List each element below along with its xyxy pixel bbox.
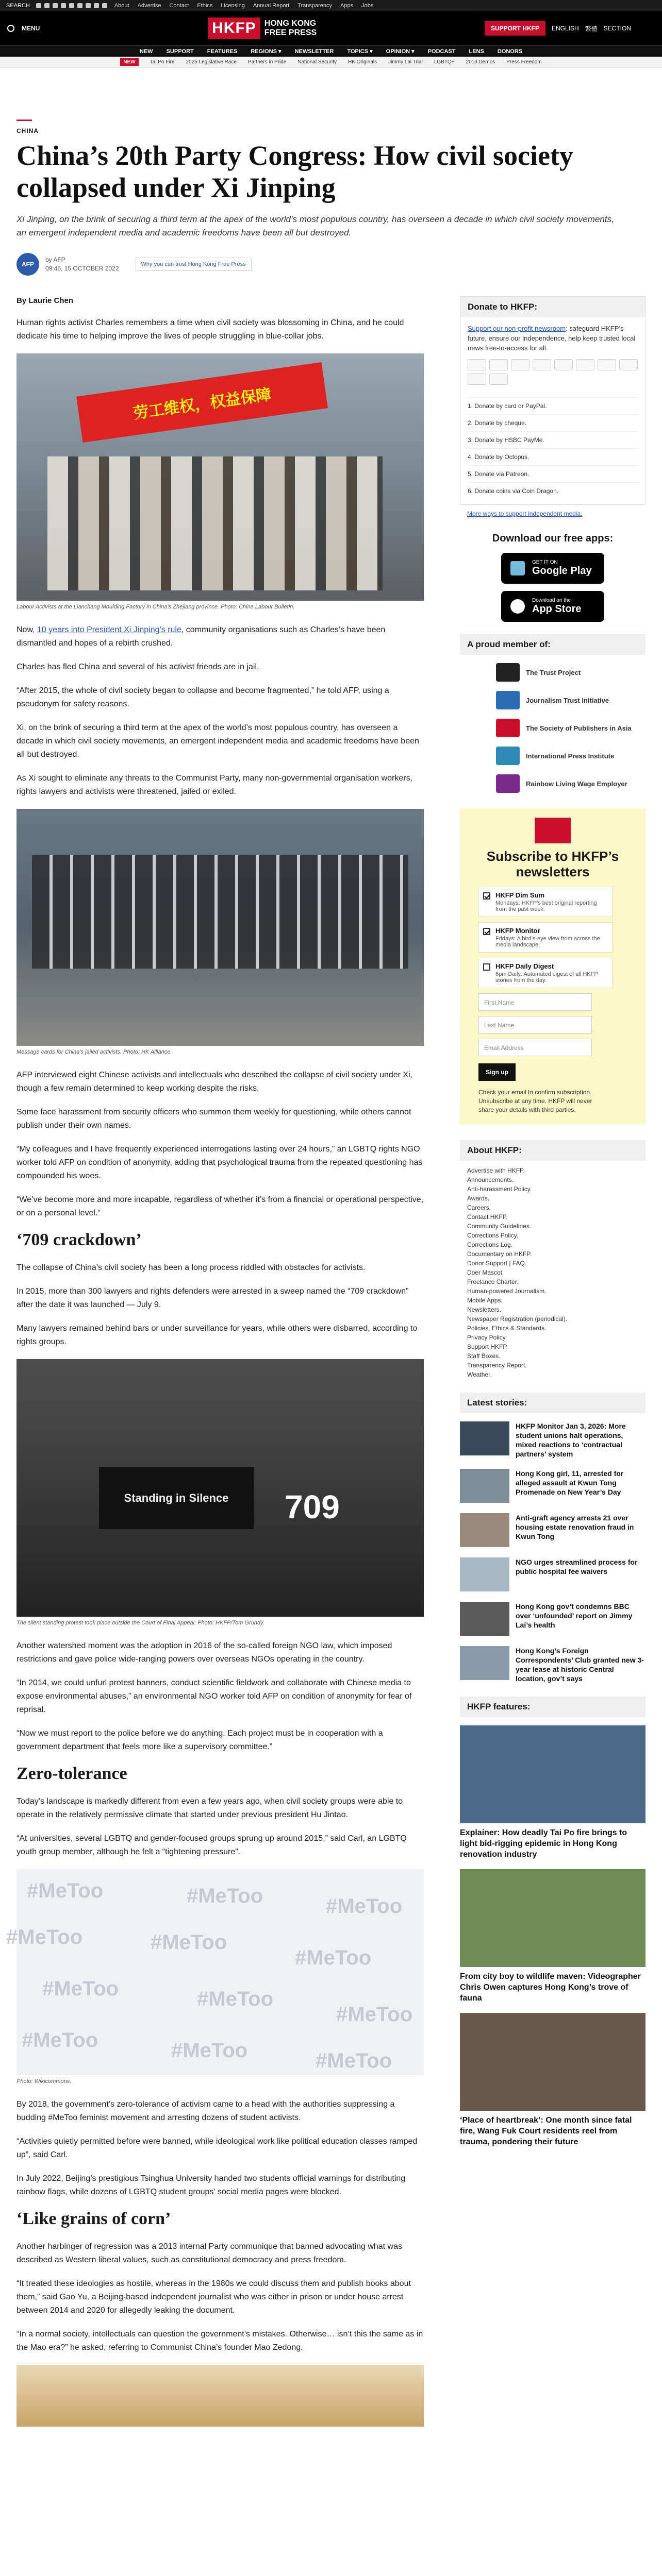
article-photo — [16, 1359, 424, 1617]
paragraph: As Xi sought to eliminate any threats to the Communist Party, many non-governmental organisation workers, rights lawyers and activists were threatened, jailed or exiled. — [16, 774, 413, 796]
photo-caption: Photo: Wikicommons. — [16, 2078, 72, 2084]
article-photo — [16, 353, 424, 601]
donate-option[interactable]: 3. Donate by HSBC PayMe. — [468, 431, 638, 448]
top-utility-bar — [0, 0, 662, 11]
top-link[interactable]: About — [114, 3, 129, 9]
nav-item[interactable]: REGIONS ▾ — [251, 48, 282, 55]
protest-709: 709 — [285, 1488, 340, 1526]
latest-title: Latest stories: — [460, 1393, 646, 1413]
about-link[interactable]: Freelance Charter. — [467, 1278, 519, 1285]
payme-icon — [554, 359, 573, 370]
nav-item[interactable]: LENS — [469, 48, 484, 55]
newsletter-name: HKFP Daily Digest — [495, 962, 554, 970]
donate-widget — [460, 296, 646, 505]
newsletter-option[interactable] — [478, 958, 613, 988]
story-headline[interactable]: Anti-graft agency arrests 21 over housing estate renovation fraud in Kwun Tong — [516, 1514, 634, 1540]
main-navigation — [0, 45, 662, 57]
youtube-icon[interactable] — [69, 3, 74, 8]
photo-cards — [32, 855, 408, 969]
donate-option[interactable]: 5. Donate via Patreon. — [468, 465, 638, 482]
feature-stories — [460, 1725, 646, 2147]
nav-item[interactable]: NEW — [139, 48, 153, 55]
nav-item[interactable]: DONORS — [497, 48, 523, 55]
xi-rule-link[interactable]: 10 years into President Xi Jinping’s rule — [37, 625, 181, 634]
trending-link[interactable]: 2025 Legislative Race — [186, 59, 237, 65]
section-heading: ‘Like grains of corn’ — [16, 2209, 171, 2228]
instagram-icon[interactable] — [53, 3, 58, 8]
trust-link[interactable]: Why you can trust Hong Kong Free Press — [136, 258, 252, 271]
article-photo — [16, 2365, 424, 2427]
paragraph: AFP interviewed eight Chinese activists and intellectuals who described the collapse of civil society under Xi, though a few remain determined to keep working despite the risks. — [16, 1071, 413, 1093]
mastercard-icon — [468, 359, 486, 370]
paragraph: Charles has fled China and several of his activist friends are in jail. — [16, 663, 259, 671]
newsletter-option[interactable] — [478, 887, 613, 917]
member-mark — [496, 774, 520, 793]
photo-people — [47, 456, 383, 590]
section-heading: Zero-tolerance — [16, 1764, 127, 1783]
newsletter-note: Check your email to confirm subscription. Unsubscribe at any time. HKFP will never share your details with third parties. — [478, 1089, 592, 1113]
nav-item[interactable]: NEWSLETTER — [294, 48, 334, 55]
story-headline[interactable]: NGO urges streamlined process for public hospital fee waivers — [516, 1558, 638, 1575]
metoo-text: #MeToo — [171, 2039, 248, 2062]
threads-icon[interactable] — [61, 3, 66, 8]
byline-author[interactable]: by AFP — [45, 256, 65, 263]
paragraph: In July 2022, Beijing’s prestigious Tsinghua University handed two students official warnings for distributing rainbow flags, while dozens of LGBTQ student groups’ social media pages were blocked. — [16, 2174, 406, 2196]
member-logo[interactable] — [496, 774, 646, 793]
donate-option[interactable]: 1. Donate by card or PayPal. — [468, 397, 638, 414]
feature-headline[interactable]: Explainer: How deadly Tai Po fire brings to light bid-rigging epidemic in Hong Kong renovation industry — [460, 1828, 627, 1859]
member-logos — [460, 663, 646, 793]
byline — [16, 253, 646, 276]
paragraph: Many lawyers remained behind bars or under surveillance for years, while others were disbarred, according to rights groups. — [16, 1324, 418, 1346]
paragraph: “Now we must report to the police before we do anything. Each project must be in cooperation with a government department that feels more like a supervisory committee.” — [16, 1729, 383, 1751]
first-name-input[interactable]: First Name — [478, 993, 592, 1011]
payment-icons — [468, 359, 638, 385]
donate-link[interactable]: Support our non-profit newsroom — [468, 325, 566, 332]
metoo-text: #MeToo — [22, 2029, 98, 2052]
social-icons — [36, 3, 107, 8]
metoo-text: #MeToo — [27, 1879, 104, 1902]
telegram-icon[interactable] — [94, 3, 99, 8]
photo-banner: 劳工维权，权益保障 — [76, 362, 328, 443]
story-thumbnail[interactable] — [460, 1513, 509, 1547]
paragraph: “In 2014, we could unfurl protest banners, conduct scientific fieldwork and collaborate with Chinese media to expose environmental abuses,” an environmental NGO worker told AFP on condition of anonymity for fear of reprisal. — [16, 1679, 412, 1714]
signup-button[interactable]: Sign up — [478, 1063, 516, 1081]
metoo-text: #MeToo — [326, 1895, 403, 1918]
email-input[interactable]: Email Address — [478, 1039, 592, 1056]
metoo-text: #MeToo — [151, 1931, 227, 1954]
member-logo[interactable] — [496, 691, 646, 709]
member-name: International Press Institute — [526, 752, 615, 760]
feature-headline[interactable]: From city boy to wildlife maven: Videographer Chris Owen captures Hong Kong’s trove of fauna — [460, 1972, 641, 2003]
donate-option[interactable]: 6. Donate coins via Coin Dragon. — [468, 482, 638, 499]
about-link[interactable]: Corrections Log. — [467, 1241, 513, 1248]
top-link[interactable]: Annual Report — [253, 3, 290, 9]
latest-stories — [460, 1421, 646, 1683]
masthead — [0, 11, 662, 45]
latest-story[interactable] — [460, 1513, 646, 1547]
paragraph: By 2018, the government’s zero-tolerance of activism came to a head with the authorities suppressing a budding #MeToo feminist movement and arresting dozens of student activists. — [16, 2100, 395, 2122]
paragraph: “We’ve become more and more incapable, regardless of whether it’s from a financial or operational perspective, or on a personal level.” — [16, 1195, 424, 1217]
member-name: The Trust Project — [526, 668, 581, 676]
top-link[interactable]: Advertise — [137, 3, 161, 9]
newsletter-desc: Mondays: HKFP’s best original reporting from the past week. — [495, 900, 597, 912]
apple-icon — [510, 599, 525, 614]
paragraph: The collapse of China’s civil society has been a long process riddled with obstacles for activists. — [16, 1263, 366, 1272]
member-name: Rainbow Living Wage Employer — [526, 779, 627, 788]
donate-title: Donate to HKFP: — [460, 297, 645, 317]
paragraph: “At universities, several LGBTQ and gender-focused groups sprung up around 2015,” said Carl, an LGBTQ youth group member, although he felt a “tightening pressure”. — [16, 1834, 407, 1856]
about-link[interactable]: Contact HKFP. — [467, 1213, 508, 1221]
publish-date: 09:45, 15 OCTOBER 2022 — [45, 265, 119, 272]
protest-sign: Standing in Silence — [99, 1467, 254, 1529]
trending-link[interactable]: HK Originals — [347, 59, 377, 65]
member-name: The Society of Publishers in Asia — [526, 724, 632, 732]
newsletter-name: HKFP Dim Sum — [495, 891, 545, 899]
paragraph: “In a normal society, intellectuals can question the government’s mistakes. Otherwise… isn’t this the same as in the Mao era?” he asked, referring to Communist China’s founder Mao Zedong. — [16, 2330, 423, 2352]
cheque-icon — [468, 374, 486, 385]
metoo-text: #MeToo — [336, 2003, 413, 2026]
nav-item[interactable]: OPINION ▾ — [386, 48, 415, 55]
section-label[interactable]: SECTION — [603, 25, 631, 32]
member-logo[interactable] — [496, 719, 646, 737]
trending-bar — [0, 57, 662, 68]
nav-item[interactable]: PODCAST — [427, 48, 456, 55]
trending-link[interactable]: Tai Po Fire — [150, 59, 175, 65]
newsletter-option[interactable] — [478, 922, 613, 953]
about-link[interactable]: Privacy Policy. — [467, 1334, 507, 1341]
latest-story[interactable] — [460, 1602, 646, 1636]
google-play-button[interactable]: GET IT ON Google Play — [501, 553, 604, 584]
nav-item[interactable]: FEATURES — [207, 48, 238, 55]
menu-button[interactable]: MENU — [22, 25, 40, 32]
newsletter-name: HKFP Monitor — [495, 927, 540, 935]
about-link[interactable]: Donor Support | FAQ. — [467, 1260, 527, 1267]
metoo-text: #MeToo — [42, 1977, 119, 2000]
envelope-icon — [535, 818, 571, 843]
logo-text: HONG KONG FREE PRESS — [264, 19, 317, 37]
about-link[interactable]: Newspaper Registration (periodical). — [467, 1315, 568, 1323]
more-ways-link[interactable]: More ways to support independent media. — [467, 510, 583, 517]
donate-option[interactable]: 2. Donate by cheque. — [468, 414, 638, 431]
latest-story[interactable] — [460, 1469, 646, 1503]
top-link[interactable]: Jobs — [361, 3, 374, 9]
member-logo[interactable] — [496, 663, 646, 682]
newsletter-checkbox[interactable] — [483, 963, 490, 971]
about-link[interactable]: Policies, Ethics & Standards. — [467, 1325, 547, 1332]
last-name-input[interactable]: Last Name — [478, 1016, 592, 1033]
feature-image[interactable] — [460, 2013, 646, 2111]
paragraph: Today’s landscape is markedly different from even a few years ago, when civil society groups were able to operate in the relatively permissive climate that started under previous president Hu Jintao. — [16, 1797, 403, 1819]
metoo-text: #MeToo — [316, 2049, 392, 2072]
article-title: China’s 20th Party Congress: How civil society collapsed under Xi Jinping — [16, 140, 573, 203]
about-link[interactable]: Support HKFP. — [467, 1343, 508, 1350]
story-thumbnail[interactable] — [460, 1602, 509, 1636]
top-link[interactable]: Apps — [340, 3, 354, 9]
top-link[interactable]: Ethics — [197, 3, 213, 9]
article-standfirst: Xi Jinping, on the brink of securing a third term at the apex of the world’s most populous country, has overseen a decade in which civil society movements, an emergent independent media and academic freedoms have been all but destroyed. — [16, 214, 614, 238]
member-name: Journalism Trust Initiative — [526, 696, 609, 704]
metoo-text: #MeToo — [197, 1988, 274, 2010]
feature-story[interactable] — [460, 1725, 646, 1860]
photo-caption: Message cards for China’s jailed activists. Photo: HK Alliance. — [16, 1049, 172, 1055]
about-link[interactable]: Documentary on HKFP. — [467, 1250, 532, 1258]
top-link[interactable]: Licensing — [221, 3, 245, 9]
feature-image[interactable] — [460, 1869, 646, 1967]
about-links — [460, 1161, 646, 1379]
article-author: By Laurie Chen — [16, 296, 74, 305]
search-link[interactable]: SEARCH — [6, 3, 30, 9]
feature-story[interactable] — [460, 1869, 646, 2004]
about-link[interactable]: Announcements. — [467, 1176, 514, 1183]
about-link[interactable]: Anti-harassment Policy. — [467, 1185, 532, 1193]
metoo-text: #MeToo — [6, 1926, 83, 1948]
trending-link[interactable]: LGBTQ+ — [434, 59, 455, 65]
story-thumbnail[interactable] — [460, 1557, 509, 1591]
newsletter-checkbox[interactable] — [483, 928, 490, 935]
amex-icon — [511, 359, 529, 370]
story-headline[interactable]: Hong Kong gov’t condemns BBC over ‘unfounded’ report on Jimmy Lai’s health — [516, 1602, 633, 1629]
section-heading: ‘709 crackdown’ — [16, 1230, 142, 1249]
paragraph: Some face harassment from security officers who summon them weekly for questioning, while others cannot publish under their own names. — [16, 1108, 411, 1130]
about-link[interactable]: Staff Boxes. — [467, 1352, 501, 1360]
nav-item[interactable]: SUPPORT — [166, 48, 194, 55]
alipay-icon — [598, 359, 616, 370]
new-badge: NEW — [120, 58, 138, 66]
paragraph: Another watershed moment was the adoption in 2016 of the so-called foreign NGO law, which imposed restrictions and gave police wide-ranging powers over overseas NGOs operating in the country. — [16, 1641, 392, 1664]
bank-icon — [489, 374, 508, 385]
member-mark — [496, 691, 520, 709]
language-english[interactable]: ENGLISH — [551, 25, 579, 32]
logo-box: HKFP — [208, 18, 260, 39]
app-store-button[interactable]: Download on the App Store — [501, 591, 604, 622]
about-link[interactable]: Transparency Report. — [467, 1362, 527, 1369]
paragraph: “Activities quietly permitted before were banned, while ideological work like political education classes ramped up”, said Carl. — [16, 2137, 418, 2159]
about-link[interactable]: Newsletters. — [467, 1306, 502, 1313]
member-title: A proud member of: — [460, 634, 646, 655]
paragraph: “After 2015, the whole of civil society began to collapse and become fragmented,” he told AFP, using a pseudonym for safety reasons. — [16, 686, 389, 708]
trending-link[interactable]: Partners in Pride — [247, 59, 287, 65]
article-category[interactable]: CHINA — [16, 127, 39, 134]
about-link[interactable]: Advertise with HKFP. — [467, 1167, 525, 1174]
member-mark — [496, 663, 520, 682]
member-mark — [496, 719, 520, 737]
story-headline[interactable]: Hong Kong girl, 11, arrested for alleged assault at Kwun Tong Promenade on New Year’s Day — [516, 1469, 624, 1496]
article-photo — [16, 809, 424, 1046]
member-logo[interactable] — [496, 747, 646, 765]
kicker-rule — [16, 120, 32, 121]
nav-item[interactable]: TOPICS ▾ — [347, 48, 373, 55]
story-thumbnail[interactable] — [460, 1646, 509, 1680]
trending-link[interactable]: 2019 Demos — [466, 59, 495, 65]
feature-image[interactable] — [460, 1725, 646, 1823]
latest-story[interactable] — [460, 1557, 646, 1591]
story-thumbnail[interactable] — [460, 1469, 509, 1503]
newsletter-desc: 6pm Daily: Automated digest of all HKFP stories from the day. — [495, 971, 598, 984]
facebook-icon[interactable] — [36, 3, 41, 8]
trending-link[interactable]: Press Freedom — [506, 59, 542, 65]
about-link[interactable]: Mobile Apps. — [467, 1297, 503, 1304]
about-link[interactable]: Careers. — [467, 1204, 491, 1211]
features-title: HKFP features: — [460, 1697, 646, 1717]
story-headline[interactable]: Hong Kong’s Foreign Correspondents’ Club granted new 3-year lease at historic Central location, gov’t says — [516, 1647, 644, 1683]
about-link[interactable]: Human-powered Journalism. — [467, 1287, 547, 1295]
paragraph: Xi, on the brink of securing a third term at the apex of the world’s most populous country, has overseen a decade in which civil society movements, an emergent independent media and academic freedoms have been all but destroyed. — [16, 723, 419, 759]
donate-text: : safeguard HKFP’s future, ensure our independence, help keep trusted local news free-to-access for all. — [468, 325, 636, 352]
member-mark — [496, 747, 520, 765]
top-link[interactable]: Transparency — [297, 3, 332, 9]
newsletter-checkbox[interactable] — [483, 892, 490, 900]
donate-options — [460, 397, 645, 499]
patreon-icon — [619, 359, 638, 370]
photo-caption: The silent standing protest took place outside the Court of Final Appeal. Photo: HKFP/Tom Grundy. — [16, 1620, 264, 1626]
linkedin-icon[interactable] — [102, 3, 107, 8]
about-link[interactable]: Corrections Policy. — [467, 1232, 519, 1239]
story-thumbnail[interactable] — [460, 1421, 509, 1455]
newsletter-title: Subscribe to HKFP’s newsletters — [486, 849, 619, 879]
paragraph: Now, 10 years into President Xi Jinping’s rule, community organisations such as Charles’s have been dismantled and hopes of a rebirth crushed. — [16, 625, 386, 648]
email-icon[interactable] — [86, 3, 91, 8]
latest-story[interactable] — [460, 1421, 646, 1459]
visa-icon — [489, 359, 508, 370]
newsletter-widget — [460, 808, 646, 1125]
latest-story[interactable] — [460, 1646, 646, 1683]
article-photo — [6, 1869, 424, 2075]
apps-title: Download our free apps: — [492, 533, 614, 544]
newsletter-desc: Fridays: A bird’s-eye view from across the media landscape. — [495, 936, 600, 948]
octopus-icon — [576, 359, 594, 370]
author-avatar[interactable]: AFP — [16, 253, 39, 276]
top-link[interactable]: Contact — [169, 3, 189, 9]
about-link[interactable]: Weather. — [467, 1371, 492, 1378]
donate-option[interactable]: 4. Donate by Octopus. — [468, 448, 638, 465]
article-body — [6, 296, 424, 2427]
trending-link[interactable]: Jimmy Lai Trial — [388, 59, 423, 65]
paragraph: Human rights activist Charles remembers a time when civil society was blossoming in China, and he could dedicate his time to helping improve the lives of people struggling in blue-collar jobs. — [16, 318, 404, 341]
search-icon[interactable] — [7, 25, 14, 32]
paragraph: “My colleagues and I have frequently experienced interrogations lasting over 24 hours,” an LGBTQ rights NGO worker told AFP on condition of anonymity, adding that psychological trauma from the repeated questioning has compounded his woes. — [16, 1145, 423, 1180]
about-title: About HKFP: — [460, 1140, 646, 1161]
trending-link[interactable]: National Security — [297, 59, 337, 65]
metoo-text: #MeToo — [187, 1885, 263, 1907]
about-link[interactable]: Community Guidelines. — [467, 1223, 532, 1230]
paragraph: Another harbinger of regression was a 2013 internal Party communique that banned advocating what was described as Western liberal values, such as constitutional democracy and press freedom. — [16, 2242, 403, 2264]
language-chinese[interactable]: 繁體 — [585, 25, 598, 32]
google-play-icon — [510, 561, 525, 575]
about-link[interactable]: Awards. — [467, 1195, 490, 1202]
metoo-text: #MeToo — [295, 1946, 372, 1969]
site-logo[interactable] — [208, 18, 317, 39]
photo-caption: Labour Activists at the Lianchang Moulding Factory in China’s Zhejiang province. Photo: China Labour Bulletin. — [16, 604, 295, 610]
paragraph: In 2015, more than 300 lawyers and rights defenders were arrested in a sweep named the “709 crackdown” after the date it was launched — July 9. — [16, 1287, 409, 1309]
about-link[interactable]: Doer Mascot. — [467, 1269, 504, 1276]
feature-headline[interactable]: ‘Place of heartbreak’: One month since fatal fire, Wang Fuk Court residents reel from trauma, pondering their future — [460, 2116, 632, 2146]
feature-story[interactable] — [460, 2013, 646, 2147]
support-hkfp-button[interactable]: SUPPORT HKFP — [485, 21, 545, 36]
top-links — [114, 3, 373, 9]
sidebar — [460, 296, 646, 2157]
whatsapp-icon[interactable] — [77, 3, 82, 8]
paragraph: “It treated these ideologies as hostile, whereas in the 1980s we could discuss them and publish books about them,” said Gao Yu, a Beijing-based independent journalist who was either in prison or under house arrest between 2014 and 2020 for allegedly leaking the document. — [16, 2279, 411, 2315]
story-headline[interactable]: HKFP Monitor Jan 3, 2026: More student unions halt operations, mixed reactions to ‘contractual partners’ system — [516, 1422, 626, 1458]
x-icon[interactable] — [44, 3, 49, 8]
paypal-icon — [533, 359, 551, 370]
